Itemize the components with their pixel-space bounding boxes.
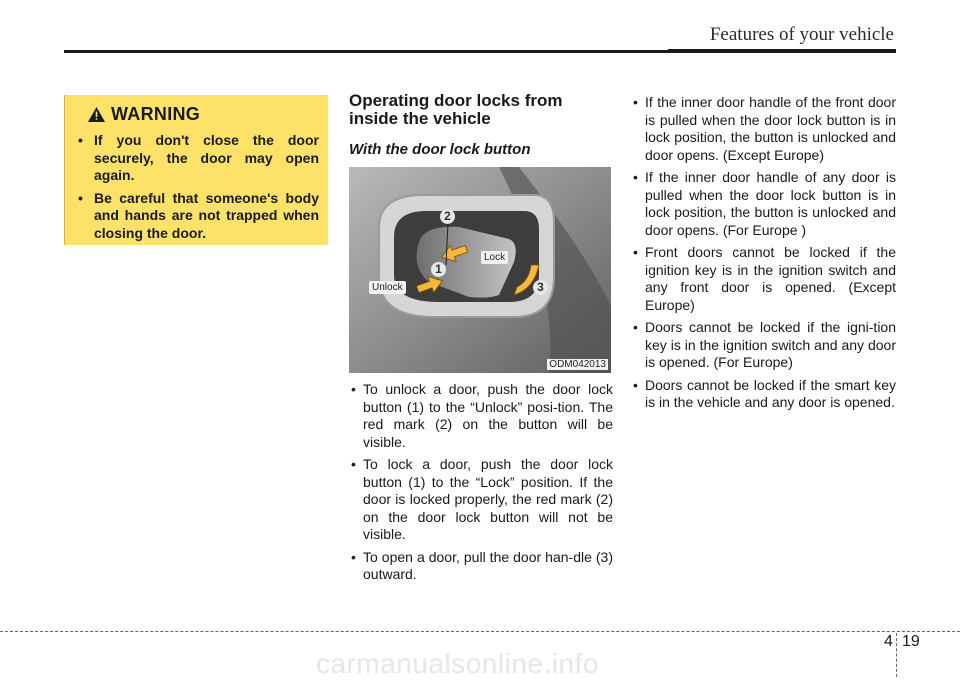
- section-title: Operating door locks from inside the vehicle: [349, 91, 563, 128]
- warning-list: [76, 132, 319, 242]
- instruction-item: • To unlock a door, push the door lock button (1) to the “Unlock” posi-tion. The red mark (2) on the button will be visible.: [349, 381, 613, 451]
- callout-3: 3: [533, 280, 548, 295]
- figure-code: ODM042013: [549, 359, 606, 370]
- callout-1: 1: [431, 262, 446, 277]
- lock-label: Lock: [481, 251, 508, 264]
- door-handle-illustration: [349, 167, 611, 373]
- warning-item: • If you don't close the door securely, the door may open again.: [76, 132, 319, 185]
- warning-triangle-icon: [88, 107, 105, 122]
- subsection-title: With the door lock button: [349, 141, 531, 158]
- footer-rule: [0, 631, 960, 632]
- warning-title: WARNING: [111, 104, 201, 124]
- header-rule: [64, 50, 896, 53]
- chapter-number: 4: [884, 633, 893, 650]
- note-item: • If the inner door handle of the front door is pulled when the door lock button is in lock position, the button is unlocked and door opens. (Except Europe): [631, 94, 896, 164]
- instruction-item: • To lock a door, push the door lock button (1) to the “Lock” position. If the door is locked properly, the red mark (2) on the door lock button will not be visible.: [349, 456, 613, 544]
- notes-column: [631, 94, 896, 417]
- warning-header: [88, 104, 319, 125]
- door-lock-section: [349, 92, 613, 589]
- door-handle-figure: [349, 167, 611, 373]
- running-header: Features of your vehicle: [709, 24, 894, 45]
- warning-item: • Be careful that someone's body and hands are not trapped when closing the door.: [76, 190, 319, 243]
- warning-box: [64, 95, 328, 245]
- instruction-item: • To open a door, pull the door han-dle (3) outward.: [349, 549, 613, 584]
- notes-list: [631, 94, 896, 412]
- page-number-divider: [896, 633, 897, 677]
- note-item: • Doors cannot be locked if the smart key is in the vehicle and any door is opened.: [631, 377, 896, 412]
- instruction-list: [349, 381, 613, 584]
- unlock-label: Unlock: [369, 281, 406, 294]
- note-item: • Front doors cannot be locked if the ignition key is in the ignition switch and any front door is opened. (Except Europe): [631, 244, 896, 314]
- callout-2: 2: [440, 209, 455, 224]
- note-item: • Doors cannot be locked if the igni-tion key is in the ignition switch and any door is opened. (For Europe): [631, 319, 896, 372]
- note-item: • If the inner door handle of any door is pulled when the door lock button is in lock position, the button is unlocked and door opens. (For Europe ): [631, 169, 896, 239]
- page-number: 19: [902, 633, 920, 650]
- watermark: carmanualsonline.info: [316, 648, 599, 679]
